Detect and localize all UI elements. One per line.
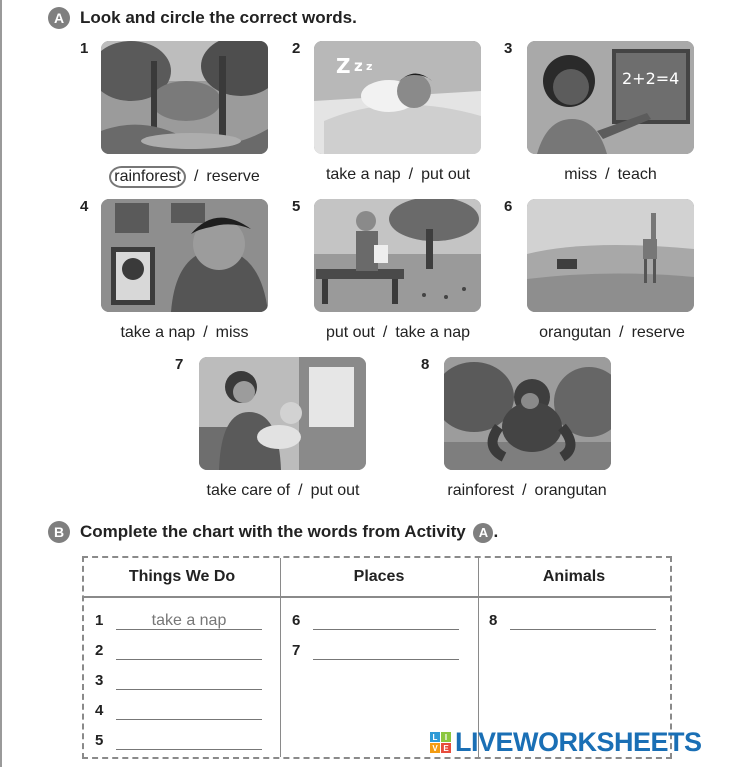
rainforest-illustration [101, 41, 268, 154]
item-4-separator: / [203, 324, 208, 341]
liveworksheets-logo [430, 727, 702, 758]
item-1-number: 1 [80, 40, 89, 57]
item-3-separator: / [605, 166, 610, 183]
item-4-option-2[interactable]: miss [215, 324, 249, 341]
item-5-option-1[interactable]: put out [325, 324, 375, 341]
activity-a-reference-badge: A [473, 523, 493, 543]
row-7-number: 7 [292, 642, 301, 659]
item-3-option-2[interactable]: teach [617, 166, 657, 183]
row-3-number: 3 [95, 672, 104, 689]
item-5-options [303, 324, 493, 342]
giraffe-reserve-illustration [527, 199, 694, 312]
row-8-number: 8 [489, 612, 498, 629]
item-3-option-1[interactable]: miss [564, 166, 598, 183]
item-7-option-1[interactable]: take care of [206, 482, 291, 499]
row-4-number: 4 [95, 702, 104, 719]
item-3-number: 3 [504, 40, 513, 57]
logo-grid-v: V [430, 743, 440, 753]
rainforest-picture [101, 41, 268, 154]
sleeping-boy-illustration [314, 41, 481, 154]
item-6-options [517, 324, 707, 342]
row-7-answer[interactable] [313, 636, 459, 660]
section-a-instruction: Look and circle the correct words. [80, 8, 357, 27]
item-6-separator: / [619, 324, 624, 341]
row-4-answer[interactable] [116, 696, 262, 720]
item-7-separator: / [298, 482, 303, 499]
row-2-answer[interactable] [116, 636, 262, 660]
things-we-do-header: Things We Do [128, 568, 236, 585]
page-edge-rule [0, 0, 2, 767]
column-divider-1 [280, 558, 281, 757]
item-2-option-1[interactable]: take a nap [325, 166, 401, 183]
row-6-answer[interactable] [313, 606, 459, 630]
care-picture [199, 357, 366, 470]
row-2-number: 2 [95, 642, 104, 659]
logo-grid-icon [430, 732, 451, 753]
man-on-bench-illustration [314, 199, 481, 312]
item-8-number: 8 [421, 356, 430, 373]
miss-picture [101, 199, 268, 312]
nap-picture [314, 41, 481, 154]
row-5-number: 5 [95, 732, 104, 749]
item-2-option-2[interactable]: put out [421, 166, 471, 183]
item-8-separator: / [522, 482, 527, 499]
item-8-options [432, 482, 622, 500]
teacher-picture [527, 41, 694, 154]
item-7-number: 7 [175, 356, 184, 373]
orangutan-picture [444, 357, 611, 470]
section-b-instruction-end: . [493, 522, 499, 541]
item-5-option-2[interactable]: take a nap [395, 324, 471, 341]
row-5-answer[interactable] [116, 726, 262, 750]
row-8-answer[interactable] [510, 606, 656, 630]
item-2-options [303, 166, 493, 184]
row-6-number: 6 [292, 612, 301, 629]
row-1-number: 1 [95, 612, 104, 629]
logo-text: LIVEWORKSHEETS [455, 727, 702, 757]
board-equation: 2+2=4 [622, 69, 680, 88]
item-6-number: 6 [504, 198, 513, 215]
logo-grid-l: L [430, 732, 440, 742]
section-a-badge: A [48, 7, 70, 29]
item-8-option-1[interactable]: rainforest [447, 482, 515, 499]
places-header: Places [353, 568, 405, 585]
orangutan-illustration [444, 357, 611, 470]
item-2-separator: / [408, 166, 414, 183]
row-1-answer[interactable]: take a nap [116, 606, 262, 630]
item-5-separator: / [382, 324, 388, 341]
item-1-option-2[interactable]: reserve [206, 168, 260, 185]
logo-grid-e: E [441, 743, 451, 753]
item-1-option-1[interactable]: rainforest [109, 166, 186, 188]
reserve-picture [527, 199, 694, 312]
item-8-option-2[interactable]: orangutan [534, 482, 607, 499]
animals-header: Animals [542, 568, 606, 585]
item-1-options [101, 166, 268, 188]
item-1-separator: / [193, 168, 199, 185]
section-b-instruction: Complete the chart with the words from Activity [80, 522, 466, 541]
item-6-option-1[interactable]: orangutan [539, 324, 612, 341]
svg-text:z: z [354, 57, 363, 75]
item-4-number: 4 [80, 198, 89, 215]
item-3-options [527, 166, 694, 184]
header-divider [84, 596, 670, 598]
item-6-option-2[interactable]: reserve [631, 324, 685, 341]
park-picture [314, 199, 481, 312]
man-with-photo-illustration [101, 199, 268, 312]
row-3-answer[interactable] [116, 666, 262, 690]
item-2-number: 2 [292, 40, 301, 57]
svg-text:z: z [366, 60, 373, 73]
logo-grid-i: I [441, 732, 451, 742]
item-4-options [101, 324, 268, 342]
section-b-instruction-line [80, 522, 498, 543]
item-4-option-1[interactable]: take a nap [120, 324, 196, 341]
teacher-illustration [527, 41, 694, 154]
mother-and-baby-illustration [199, 357, 366, 470]
item-7-options [188, 482, 378, 500]
svg-text:Z: Z [336, 54, 351, 78]
item-7-option-2[interactable]: put out [310, 482, 360, 499]
section-b-badge: B [48, 521, 70, 543]
item-5-number: 5 [292, 198, 301, 215]
